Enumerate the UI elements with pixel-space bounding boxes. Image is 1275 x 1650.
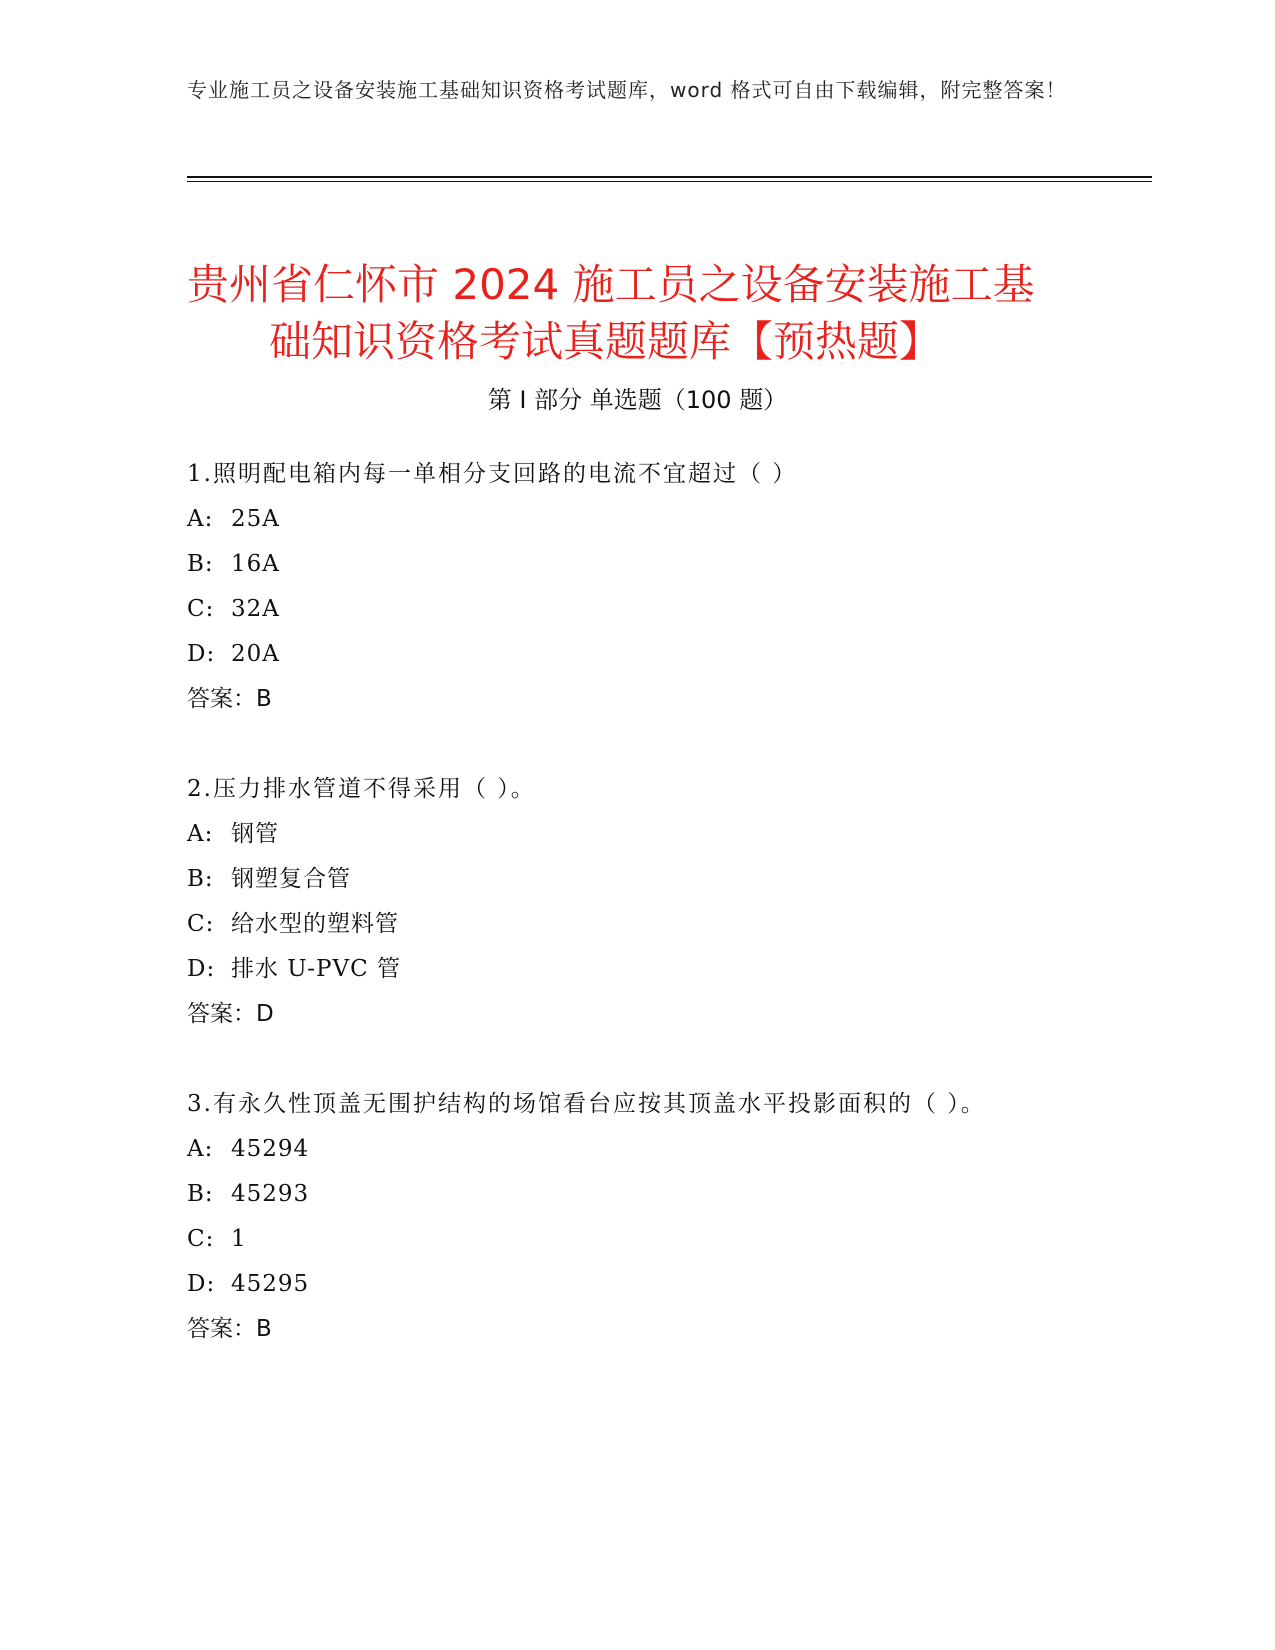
answer: 答案：B [187, 686, 272, 712]
option-c [187, 1217, 1057, 1262]
option-text: 25A [231, 506, 280, 532]
option-text: 45294 [231, 1136, 310, 1162]
question-2 [187, 767, 1087, 1037]
option-text: 给水型的塑料管 [231, 911, 399, 937]
option-text: 钢管 [231, 821, 279, 847]
option-d [187, 1262, 1057, 1307]
option-letter: C: [187, 911, 215, 937]
header-divider-thin [187, 181, 1152, 182]
answer: 答案：D [187, 1001, 274, 1027]
option-d [187, 947, 1087, 992]
option-letter: D: [187, 1271, 216, 1297]
option-text: 20A [231, 641, 280, 667]
option-a [187, 812, 1087, 857]
option-text: 钢塑复合管 [231, 866, 351, 892]
header-divider [187, 176, 1152, 178]
question-stem: 1.照明配电箱内每一单相分支回路的电流不宜超过（ ） [187, 461, 798, 487]
option-b [187, 542, 1087, 587]
title-line-2: 础知识资格考试真题题库【预热题】 [269, 317, 942, 367]
question-1 [187, 452, 1087, 722]
option-letter: B: [187, 1181, 214, 1207]
option-letter: C: [187, 596, 215, 622]
option-letter: D: [187, 956, 216, 982]
option-letter: B: [187, 551, 214, 577]
section-heading: 第 I 部分 单选题（100 题） [487, 386, 788, 414]
option-letter: A: [187, 506, 214, 532]
option-text: 45295 [231, 1271, 310, 1297]
option-text: 1 [231, 1226, 247, 1252]
option-a [187, 1127, 1057, 1172]
option-b [187, 1172, 1057, 1217]
option-letter: A: [187, 1136, 214, 1162]
option-letter: C: [187, 1226, 215, 1252]
option-letter: A: [187, 821, 214, 847]
option-text: 45293 [231, 1181, 310, 1207]
option-letter: B: [187, 866, 214, 892]
option-text: 16A [231, 551, 280, 577]
question-stem: 3.有永久性顶盖无围护结构的场馆看台应按其顶盖水平投影面积的（ ）。 [187, 1091, 986, 1117]
option-b [187, 857, 1087, 902]
option-d [187, 632, 1087, 677]
title-line-1: 贵州省仁怀市 2024 施工员之设备安装施工基 [187, 260, 1035, 310]
option-text: 排水 U-PVC 管 [231, 956, 402, 982]
question-3 [187, 1082, 1057, 1352]
answer: 答案：B [187, 1316, 272, 1342]
option-text: 32A [231, 596, 280, 622]
option-letter: D: [187, 641, 216, 667]
document-title [187, 256, 1087, 370]
option-c [187, 587, 1087, 632]
option-a [187, 497, 1087, 542]
question-stem: 2.压力排水管道不得采用（ ）。 [187, 776, 536, 802]
option-c [187, 902, 1087, 947]
header-note: 专业施工员之设备安装施工基础知识资格考试题库，word 格式可自由下载编辑，附完整答案！ [187, 78, 1067, 102]
